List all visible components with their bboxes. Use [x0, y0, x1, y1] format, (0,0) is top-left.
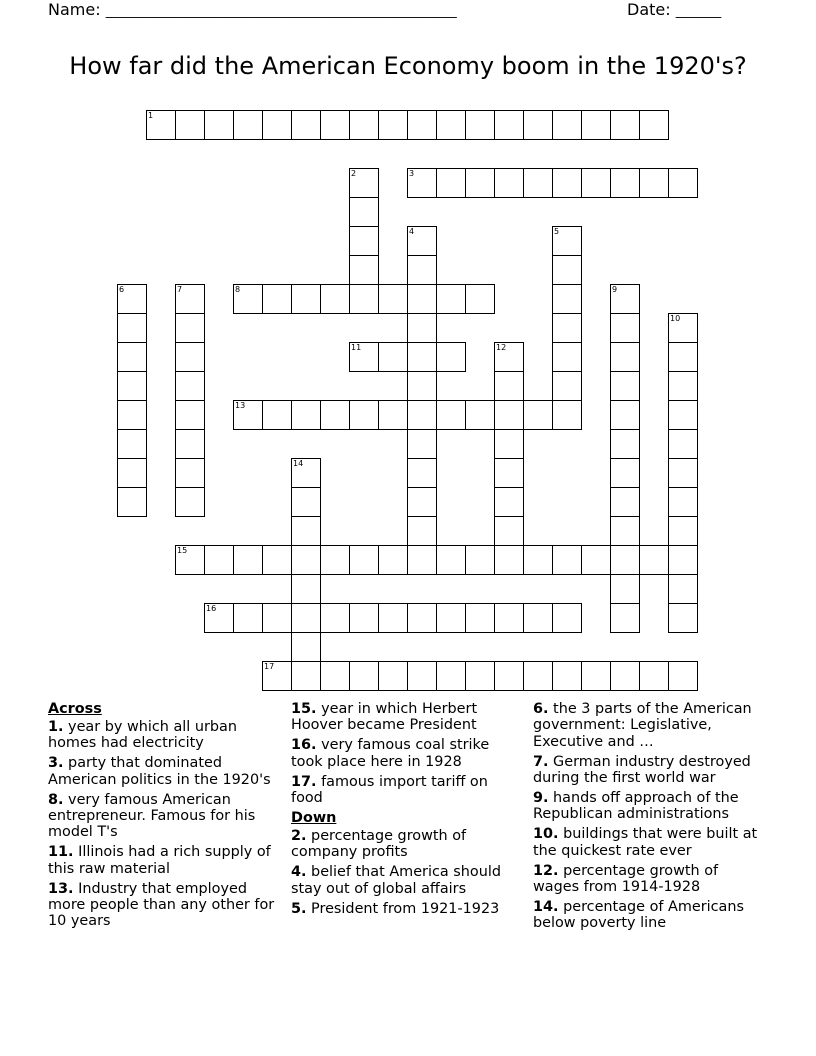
- grid-cell[interactable]: [175, 110, 205, 140]
- grid-cell[interactable]: [204, 545, 234, 575]
- grid-cell[interactable]: [465, 110, 495, 140]
- grid-cell[interactable]: [436, 400, 466, 430]
- grid-cell[interactable]: [610, 371, 640, 401]
- grid-cell[interactable]: [610, 429, 640, 459]
- grid-cell[interactable]: [523, 603, 553, 633]
- clue-text: famous import tariff on food: [291, 773, 488, 807]
- grid-cell[interactable]: [465, 603, 495, 633]
- clue-item: [533, 826, 763, 859]
- grid-cell[interactable]: [494, 429, 524, 459]
- grid-cell[interactable]: [349, 197, 379, 227]
- grid-cell[interactable]: [378, 661, 408, 691]
- clue-number: 8: [235, 285, 241, 294]
- grid-cell[interactable]: [552, 284, 582, 314]
- grid-cell[interactable]: [668, 487, 698, 517]
- grid-cell[interactable]: [552, 110, 582, 140]
- grid-cell[interactable]: [407, 429, 437, 459]
- grid-cell[interactable]: [233, 110, 263, 140]
- grid-cell[interactable]: [668, 371, 698, 401]
- grid-cell[interactable]: [610, 284, 640, 314]
- grid-cell[interactable]: [349, 545, 379, 575]
- grid-cell[interactable]: [552, 168, 582, 198]
- clue-item: [48, 792, 283, 841]
- grid-cell[interactable]: [117, 487, 147, 517]
- grid-cell[interactable]: [117, 284, 147, 314]
- grid-cell[interactable]: [349, 226, 379, 256]
- clue-number: 5: [554, 227, 560, 236]
- clue-number: 6: [119, 285, 125, 294]
- grid-cell[interactable]: [117, 371, 147, 401]
- grid-cell[interactable]: [465, 284, 495, 314]
- clue-num: 5.: [291, 900, 307, 917]
- grid-cell[interactable]: [494, 545, 524, 575]
- grid-cell[interactable]: [349, 284, 379, 314]
- clue-num: 3.: [48, 755, 64, 772]
- grid-cell[interactable]: [668, 603, 698, 633]
- grid-cell[interactable]: [407, 284, 437, 314]
- grid-cell[interactable]: [668, 429, 698, 459]
- grid-cell[interactable]: [204, 603, 234, 633]
- grid-cell[interactable]: [291, 632, 321, 662]
- clue-num: 10.: [533, 826, 559, 843]
- grid-cell[interactable]: [494, 516, 524, 546]
- grid-cell[interactable]: [610, 574, 640, 604]
- grid-cell[interactable]: [175, 400, 205, 430]
- grid-cell[interactable]: [407, 661, 437, 691]
- grid-cell[interactable]: [610, 661, 640, 691]
- clue-text: year by which all urban homes had electricity: [48, 719, 237, 752]
- grid-cell[interactable]: [523, 400, 553, 430]
- clue-num: 13.: [48, 880, 74, 897]
- clue-item: [291, 864, 521, 897]
- grid-cell[interactable]: [233, 603, 263, 633]
- clue-item: [533, 899, 763, 932]
- grid-cell[interactable]: [581, 545, 611, 575]
- clue-num: 12.: [533, 862, 559, 879]
- grid-cell[interactable]: [668, 661, 698, 691]
- grid-cell[interactable]: [610, 516, 640, 546]
- grid-cell[interactable]: [668, 545, 698, 575]
- grid-cell[interactable]: [378, 284, 408, 314]
- down-heading: Down: [291, 809, 337, 826]
- grid-cell[interactable]: [349, 661, 379, 691]
- grid-cell[interactable]: [436, 342, 466, 372]
- clue-item: [48, 755, 283, 788]
- grid-cell[interactable]: [349, 110, 379, 140]
- clue-num: 1.: [48, 719, 64, 735]
- grid-cell[interactable]: [523, 168, 553, 198]
- grid-cell[interactable]: [291, 545, 321, 575]
- grid-cell[interactable]: [552, 371, 582, 401]
- grid-cell[interactable]: [320, 110, 350, 140]
- grid-cell[interactable]: [610, 313, 640, 343]
- clue-number: 13: [235, 401, 246, 410]
- grid-cell[interactable]: [378, 110, 408, 140]
- grid-cell[interactable]: [320, 284, 350, 314]
- grid-cell[interactable]: [349, 342, 379, 372]
- grid-cell[interactable]: [407, 545, 437, 575]
- grid-cell[interactable]: [349, 400, 379, 430]
- clue-item: [48, 719, 283, 752]
- grid-cell[interactable]: [291, 603, 321, 633]
- clues-column-2: [291, 701, 521, 920]
- grid-cell[interactable]: [610, 400, 640, 430]
- grid-cell[interactable]: [639, 168, 669, 198]
- grid-cell[interactable]: [291, 574, 321, 604]
- grid-cell[interactable]: [668, 400, 698, 430]
- grid-cell[interactable]: [610, 487, 640, 517]
- grid-cell[interactable]: [494, 458, 524, 488]
- grid-cell[interactable]: [407, 371, 437, 401]
- clue-item: [533, 790, 763, 823]
- clue-number: 7: [177, 285, 183, 294]
- grid-cell[interactable]: [407, 168, 437, 198]
- clue-num: 14.: [533, 898, 559, 915]
- grid-cell[interactable]: [291, 516, 321, 546]
- grid-cell[interactable]: [436, 603, 466, 633]
- clue-number: 9: [612, 285, 618, 294]
- clue-number: 3: [409, 169, 415, 178]
- grid-cell[interactable]: [378, 603, 408, 633]
- grid-cell[interactable]: [494, 110, 524, 140]
- clue-item: [291, 828, 521, 861]
- grid-cell[interactable]: [610, 603, 640, 633]
- name-label: Name:: [48, 0, 101, 19]
- grid-cell[interactable]: [552, 342, 582, 372]
- clue-text: belief that America should stay out of global affairs: [291, 864, 501, 897]
- grid-cell[interactable]: [581, 661, 611, 691]
- grid-cell[interactable]: [117, 342, 147, 372]
- grid-cell[interactable]: [552, 545, 582, 575]
- clue-item: [291, 737, 521, 770]
- clue-item: [291, 901, 521, 917]
- grid-cell[interactable]: [552, 255, 582, 285]
- grid-cell[interactable]: [262, 400, 292, 430]
- grid-cell[interactable]: [668, 313, 698, 343]
- grid-cell[interactable]: [639, 110, 669, 140]
- clue-text: percentage growth of company profits: [291, 827, 467, 861]
- clue-text: percentage growth of wages from 1914-1928: [533, 862, 719, 896]
- grid-cell[interactable]: [494, 400, 524, 430]
- grid-cell[interactable]: [407, 226, 437, 256]
- clue-number: 4: [409, 227, 415, 236]
- grid-cell[interactable]: [233, 400, 263, 430]
- grid-cell[interactable]: [320, 603, 350, 633]
- clue-text: percentage of Americans below poverty line: [533, 898, 744, 932]
- grid-cell[interactable]: [610, 458, 640, 488]
- grid-cell[interactable]: [407, 313, 437, 343]
- clue-number: 17: [264, 662, 275, 671]
- grid-cell[interactable]: [407, 400, 437, 430]
- clue-text: very famous American entrepreneur. Famous for his model T's: [48, 791, 256, 841]
- grid-cell[interactable]: [407, 458, 437, 488]
- grid-cell[interactable]: [407, 255, 437, 285]
- clue-number: 11: [351, 343, 362, 352]
- grid-cell[interactable]: [262, 545, 292, 575]
- clue-num: 11.: [48, 844, 74, 861]
- clue-text: buildings that were built at the quickest rate ever: [533, 826, 758, 859]
- clue-item: [48, 844, 283, 877]
- grid-cell[interactable]: [262, 603, 292, 633]
- clue-item: [48, 881, 283, 930]
- grid-cell[interactable]: [494, 342, 524, 372]
- name-line[interactable]: ______________________________________________________: [105, 4, 457, 19]
- grid-cell[interactable]: [436, 284, 466, 314]
- clue-num: 16.: [291, 737, 317, 754]
- grid-cell[interactable]: [349, 603, 379, 633]
- clue-text: the 3 parts of the American government: Legislative, Executive and …: [533, 701, 752, 750]
- grid-cell[interactable]: [552, 603, 582, 633]
- grid-cell[interactable]: [668, 168, 698, 198]
- grid-cell[interactable]: [291, 110, 321, 140]
- grid-cell[interactable]: [610, 110, 640, 140]
- grid-cell[interactable]: [465, 545, 495, 575]
- clues-column-1: [48, 701, 283, 933]
- clue-number: 15: [177, 546, 188, 555]
- grid-cell[interactable]: [494, 487, 524, 517]
- clue-num: 9.: [533, 790, 549, 807]
- grid-cell[interactable]: [436, 168, 466, 198]
- page-title: How far did the American Economy boom in the 1920's?: [69, 52, 747, 80]
- grid-cell[interactable]: [407, 487, 437, 517]
- clue-item: [533, 754, 763, 787]
- grid-cell[interactable]: [610, 545, 640, 575]
- grid-cell[interactable]: [436, 110, 466, 140]
- clue-num: 2.: [291, 827, 307, 844]
- clue-item: [291, 701, 521, 734]
- grid-cell[interactable]: [668, 458, 698, 488]
- grid-cell[interactable]: [233, 545, 263, 575]
- grid-cell[interactable]: [175, 342, 205, 372]
- grid-cell[interactable]: [610, 168, 640, 198]
- grid-cell[interactable]: [233, 284, 263, 314]
- grid-cell[interactable]: [407, 516, 437, 546]
- grid-cell[interactable]: [146, 110, 176, 140]
- grid-cell[interactable]: [581, 168, 611, 198]
- clue-num: 7.: [533, 753, 549, 770]
- grid-cell[interactable]: [465, 661, 495, 691]
- clue-item: [291, 774, 521, 807]
- grid-cell[interactable]: [291, 400, 321, 430]
- clue-number: 12: [496, 343, 507, 352]
- clue-number: 14: [293, 459, 304, 468]
- grid-cell[interactable]: [639, 661, 669, 691]
- clue-text: German industry destroyed during the first world war: [533, 753, 751, 787]
- grid-cell[interactable]: [262, 284, 292, 314]
- grid-cell[interactable]: [552, 226, 582, 256]
- clue-text: party that dominated American politics in the 1920's: [48, 755, 271, 788]
- grid-cell[interactable]: [117, 429, 147, 459]
- grid-cell[interactable]: [349, 168, 379, 198]
- grid-cell[interactable]: [494, 661, 524, 691]
- grid-cell[interactable]: [117, 313, 147, 343]
- grid-cell[interactable]: [378, 342, 408, 372]
- grid-cell[interactable]: [668, 574, 698, 604]
- grid-cell[interactable]: [378, 545, 408, 575]
- grid-cell[interactable]: [668, 516, 698, 546]
- grid-cell[interactable]: [291, 661, 321, 691]
- clue-num: 6.: [533, 701, 549, 717]
- grid-cell[interactable]: [581, 110, 611, 140]
- grid-cell[interactable]: [320, 661, 350, 691]
- grid-cell[interactable]: [523, 110, 553, 140]
- grid-cell[interactable]: [291, 458, 321, 488]
- clue-num: 8.: [48, 791, 64, 808]
- clue-text: Illinois had a rich supply of this raw material: [48, 844, 271, 877]
- across-heading: Across: [48, 701, 102, 717]
- grid-cell[interactable]: [175, 313, 205, 343]
- grid-cell[interactable]: [378, 400, 408, 430]
- grid-cell[interactable]: [291, 284, 321, 314]
- grid-cell[interactable]: [552, 661, 582, 691]
- grid-cell[interactable]: [262, 110, 292, 140]
- grid-cell[interactable]: [436, 661, 466, 691]
- clue-text: very famous coal strike took place here in 1928: [291, 737, 490, 770]
- grid-cell[interactable]: [204, 110, 234, 140]
- clue-text: year in which Herbert Hoover became President: [291, 701, 478, 734]
- clue-number: 1: [148, 111, 154, 120]
- grid-cell[interactable]: [407, 603, 437, 633]
- grid-cell[interactable]: [175, 284, 205, 314]
- grid-cell[interactable]: [436, 545, 466, 575]
- clue-num: 4.: [291, 864, 307, 881]
- clue-text: hands off approach of the Republican administrations: [533, 790, 739, 823]
- grid-cell[interactable]: [494, 603, 524, 633]
- grid-cell[interactable]: [494, 371, 524, 401]
- grid-cell[interactable]: [523, 661, 553, 691]
- grid-cell[interactable]: [117, 458, 147, 488]
- grid-cell[interactable]: [320, 545, 350, 575]
- clue-item: [533, 701, 763, 750]
- clue-text: Industry that employed more people than any other for 10 years: [48, 880, 275, 930]
- grid-cell[interactable]: [465, 400, 495, 430]
- grid-cell[interactable]: [175, 429, 205, 459]
- grid-cell[interactable]: [668, 342, 698, 372]
- date-line[interactable]: _______: [675, 4, 722, 19]
- clue-item: [533, 863, 763, 896]
- clue-number: 10: [670, 314, 681, 323]
- clue-num: 17.: [291, 773, 317, 790]
- grid-cell[interactable]: [175, 371, 205, 401]
- clue-text: President from 1921-1923: [306, 900, 500, 917]
- grid-cell[interactable]: [407, 110, 437, 140]
- date-label: Date:: [627, 0, 671, 19]
- grid-cell[interactable]: [320, 400, 350, 430]
- grid-cell[interactable]: [175, 545, 205, 575]
- grid-cell[interactable]: [175, 487, 205, 517]
- grid-cell[interactable]: [262, 661, 292, 691]
- grid-cell[interactable]: [552, 313, 582, 343]
- clue-number: 2: [351, 169, 357, 178]
- grid-cell[interactable]: [494, 168, 524, 198]
- clue-num: 15.: [291, 701, 317, 717]
- grid-cell[interactable]: [465, 168, 495, 198]
- clue-number: 16: [206, 604, 217, 613]
- grid-cell[interactable]: [291, 487, 321, 517]
- grid-cell[interactable]: [639, 545, 669, 575]
- grid-cell[interactable]: [175, 458, 205, 488]
- grid-cell[interactable]: [407, 342, 437, 372]
- grid-cell[interactable]: [349, 255, 379, 285]
- clues-column-3: [533, 701, 763, 935]
- grid-cell[interactable]: [117, 400, 147, 430]
- grid-cell[interactable]: [552, 400, 582, 430]
- grid-cell[interactable]: [523, 545, 553, 575]
- grid-cell[interactable]: [610, 342, 640, 372]
